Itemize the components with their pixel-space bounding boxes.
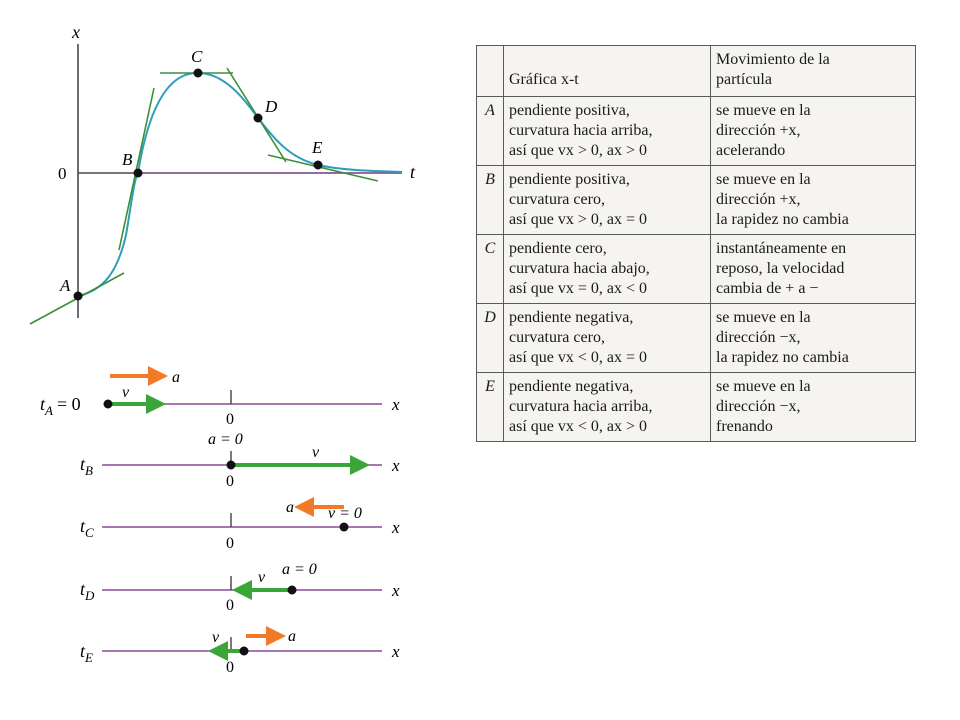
table-row-D [477, 304, 916, 373]
graph-line: así que vx = 0, ax < 0 [509, 280, 648, 297]
graph-line: así que vx < 0, ax > 0 [509, 418, 648, 435]
motion-row-E [80, 628, 400, 676]
row-letter: D [477, 304, 504, 373]
motion-row-A [40, 369, 400, 428]
motion-description [711, 97, 916, 166]
graph-line: pendiente negativa, [509, 309, 634, 326]
graph-line: pendiente cero, [509, 240, 607, 257]
point-B [134, 169, 143, 178]
accel-label-C: a [286, 499, 294, 516]
motion-line: se mueve en la [716, 378, 811, 395]
time-label-B: $t_B$ [80, 454, 93, 478]
table-row-E [477, 373, 916, 442]
xt-graph [30, 22, 416, 324]
header-motion-line-1: Movimiento de la [716, 51, 830, 68]
graph-line: curvatura hacia arriba, [509, 122, 653, 139]
t-axis-label: t [410, 162, 416, 182]
row-letter: A [477, 97, 504, 166]
origin-label-B: 0 [226, 473, 234, 490]
header-letter-cell [477, 46, 504, 97]
motion-line: dirección +x, [716, 122, 801, 139]
velocity-label-A: v [122, 384, 130, 401]
axis-x-label-A: x [392, 395, 400, 414]
header-motion-line-2: partícula [716, 71, 772, 88]
header-graph-cell [504, 46, 711, 97]
x-axis-label: x [72, 22, 80, 42]
point-label-B: B [122, 150, 133, 169]
accel-label-E: a [288, 628, 296, 645]
accel-label-A: a [172, 369, 180, 386]
table-row-B [477, 166, 916, 235]
tangent-E [268, 155, 378, 181]
point-E [314, 161, 323, 170]
axis-x-label-D: x [392, 581, 400, 600]
header-motion-cell [711, 46, 916, 97]
particle-D [288, 586, 297, 595]
row-letter: E [477, 373, 504, 442]
velocity-label-E: v [212, 629, 220, 646]
row-letter: B [477, 166, 504, 235]
annotation-D: a = 0 [282, 561, 317, 578]
graph-line: curvatura cero, [509, 191, 605, 208]
point-label-C: C [191, 47, 203, 66]
motion-line: reposo, la velocidad [716, 260, 845, 277]
motion-line: la rapidez no cambia [716, 349, 849, 366]
origin-label-E: 0 [226, 659, 234, 676]
graph-line: así que vx > 0, ax > 0 [509, 142, 648, 159]
graph-description [504, 166, 711, 235]
particle-A [104, 400, 113, 409]
graph-line: pendiente positiva, [509, 171, 630, 188]
position-curve [78, 73, 402, 296]
motion-line: frenando [716, 418, 773, 435]
axis-x-label-C: x [392, 518, 400, 537]
motion-row-D [80, 561, 400, 614]
motion-line: dirección −x, [716, 398, 801, 415]
time-label-E: $t_E$ [80, 641, 93, 665]
velocity-label-D: v [258, 569, 266, 586]
origin-label-D: 0 [226, 597, 234, 614]
motion-line: la rapidez no cambia [716, 211, 849, 228]
graph-description [504, 235, 711, 304]
origin-label-C: 0 [226, 535, 234, 552]
graph-line: pendiente positiva, [509, 102, 630, 119]
motion-description [711, 373, 916, 442]
motion-description [711, 235, 916, 304]
motion-diagrams [40, 369, 400, 676]
graph-line: curvatura hacia abajo, [509, 260, 650, 277]
zero-label: 0 [58, 164, 67, 183]
motion-line: acelerando [716, 142, 786, 159]
time-label-D: $t_D$ [80, 579, 95, 603]
annotation-C: v = 0 [328, 505, 362, 522]
motion-description [711, 166, 916, 235]
point-label-A: A [60, 276, 71, 295]
point-label-E: E [312, 138, 323, 157]
table-header-row [477, 46, 916, 97]
graph-line: así que vx > 0, ax = 0 [509, 211, 648, 228]
header-graph-label: Gráfica x-t [509, 71, 579, 88]
particle-B [227, 461, 236, 470]
motion-line: dirección −x, [716, 329, 801, 346]
motion-row-C [80, 499, 400, 552]
particle-E [240, 647, 249, 656]
motion-row-B [80, 431, 400, 490]
row-letter: C [477, 235, 504, 304]
origin-label-A: 0 [226, 411, 234, 428]
point-label-D: D [265, 97, 278, 116]
time-label-C: $t_C$ [80, 516, 94, 540]
motion-line: cambia de + a − [716, 280, 819, 297]
graph-description [504, 373, 711, 442]
particle-C [340, 523, 349, 532]
velocity-label-B: v [312, 444, 320, 461]
axis-x-label-B: x [392, 456, 400, 475]
graph-description [504, 97, 711, 166]
graph-line: así que vx < 0, ax = 0 [509, 349, 648, 366]
table-row-C [477, 235, 916, 304]
time-label-A: $t_A = 0$ [40, 394, 81, 418]
motion-line: dirección +x, [716, 191, 801, 208]
point-A [74, 292, 83, 301]
table-row-A [477, 97, 916, 166]
point-D [254, 114, 263, 123]
annotation-B: a = 0 [208, 431, 243, 448]
motion-line: se mueve en la [716, 171, 811, 188]
motion-line: se mueve en la [716, 309, 811, 326]
motion-description [711, 304, 916, 373]
motion-line: instantáneamente en [716, 240, 847, 257]
graph-line: pendiente negativa, [509, 378, 634, 395]
graph-line: curvatura hacia arriba, [509, 398, 653, 415]
motion-table [476, 45, 916, 442]
motion-line: se mueve en la [716, 102, 811, 119]
graph-line: curvatura cero, [509, 329, 605, 346]
graph-description [504, 304, 711, 373]
point-C [194, 69, 203, 78]
axis-x-label-E: x [392, 642, 400, 661]
